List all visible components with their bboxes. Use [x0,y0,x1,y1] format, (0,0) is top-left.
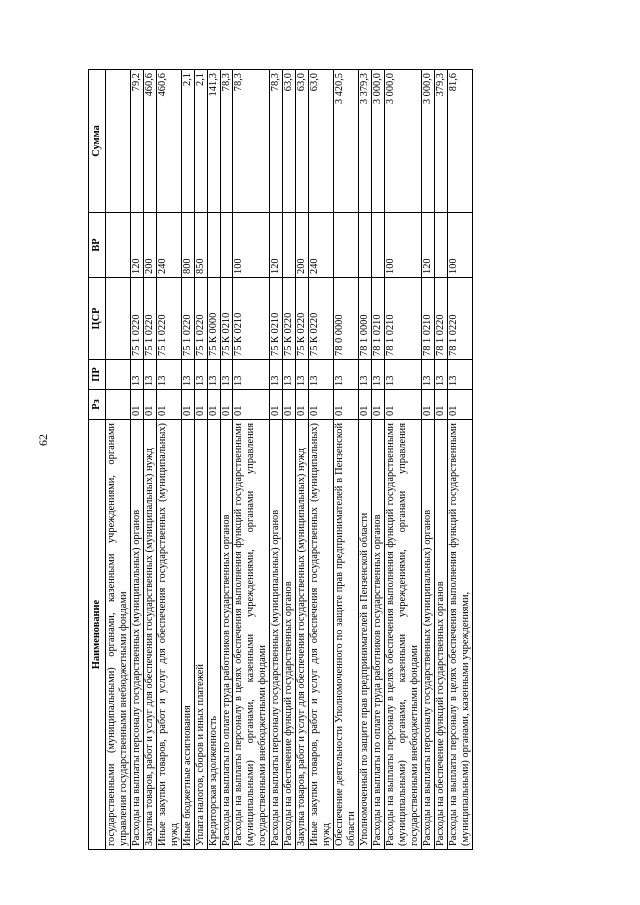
cell-csr: 75 1 0220 [143,278,156,360]
cell-vr: 120 [130,213,143,278]
cell-rz: 01 [334,390,359,420]
cell-rz: 01 [220,390,233,420]
cell-rz: 01 [233,390,270,420]
rotated-page-content [88,70,568,850]
table-row [207,70,220,850]
table-row [233,70,270,850]
cell-pr [105,360,130,390]
header-rz: Рз [89,390,106,420]
cell-pr: 13 [220,360,233,390]
cell-csr: 75 К 0210 [233,278,270,360]
header-sum: Сумма [89,70,106,213]
cell-csr [105,278,130,360]
cell-rz: 01 [384,390,421,420]
cell-vr: 200 [143,213,156,278]
cell-rz: 01 [296,390,309,420]
cell-sum: 78,3 [233,70,270,213]
cell-csr: 78 1 0210 [421,278,434,360]
cell-sum: 3 000,0 [384,70,421,213]
cell-csr: 75 К 0210 [270,278,283,360]
cell-sum: 141,3 [207,70,220,213]
cell-pr: 13 [334,360,359,390]
table-row [359,70,372,850]
table-row [296,70,309,850]
cell-rz: 01 [447,390,472,420]
cell-csr: 75 К 0000 [207,278,220,360]
cell-rz [105,390,130,420]
cell-csr: 78 1 0220 [447,278,472,360]
cell-pr: 13 [421,360,434,390]
cell-vr [105,213,130,278]
cell-vr: 200 [296,213,309,278]
table-row [371,70,384,850]
cell-pr: 13 [283,360,296,390]
cell-sum: 2,1 [181,70,194,213]
cell-sum: 63,0 [296,70,309,213]
cell-sum: 3 000,0 [371,70,384,213]
cell-sum [105,70,130,213]
header-pr: ПР [89,360,106,390]
cell-rz: 01 [371,390,384,420]
cell-name: Расходы на обеспечение функций государственных органов [283,420,296,850]
table-row [309,70,334,850]
cell-name: Уплата налогов, сборов и иных платежей [194,420,207,850]
cell-name: Расходы на выплаты персоналу в целях обеспечения выполнения функций государственными (муниципальными) органами, казенными учреждениями, органами управления государственными внебюджетными фондами [233,420,270,850]
cell-sum: 379,3 [434,70,447,213]
cell-vr [207,213,220,278]
cell-vr: 120 [270,213,283,278]
cell-csr: 78 1 0220 [434,278,447,360]
cell-rz: 01 [434,390,447,420]
table-row [434,70,447,850]
cell-name: Расходы на выплаты персоналу государственных (муниципальных) органов [270,420,283,850]
cell-pr: 13 [233,360,270,390]
cell-csr: 75 К 0210 [220,278,233,360]
table-row [283,70,296,850]
cell-csr: 75 1 0220 [194,278,207,360]
cell-pr: 13 [296,360,309,390]
cell-name: Расходы на выплаты персоналу в целях обеспечения выполнения функций государственными (муниципальными) органами, казенными учреждениями, [447,420,472,850]
cell-csr: 78 1 0000 [359,278,372,360]
cell-sum: 460,6 [156,70,181,213]
cell-sum: 79,2 [130,70,143,213]
cell-rz: 01 [421,390,434,420]
cell-rz: 01 [207,390,220,420]
table-row [156,70,181,850]
header-name: Наименование [89,420,106,850]
table-row [334,70,359,850]
cell-pr: 13 [194,360,207,390]
cell-pr: 13 [359,360,372,390]
cell-sum: 78,3 [220,70,233,213]
cell-sum: 63,0 [309,70,334,213]
cell-vr [283,213,296,278]
cell-name: Иные закупки товаров, работ и услуг для обеспечения государственных (муниципальных) нужд [309,420,334,850]
cell-pr: 13 [309,360,334,390]
cell-rz: 01 [283,390,296,420]
table-row [220,70,233,850]
cell-name: Расходы на обеспечение функций государственных органов [434,420,447,850]
cell-csr: 78 1 0210 [384,278,421,360]
cell-pr: 13 [434,360,447,390]
cell-csr: 78 1 0210 [371,278,384,360]
cell-csr: 75 К 0220 [283,278,296,360]
cell-name: Расходы на выплаты персоналу государственных (муниципальных) органов [421,420,434,850]
cell-sum: 460,6 [143,70,156,213]
cell-name: Расходы на выплаты по оплате труда работников государственных органов [371,420,384,850]
cell-csr: 75 К 0220 [309,278,334,360]
cell-rz: 01 [194,390,207,420]
cell-sum: 78,3 [270,70,283,213]
cell-pr: 13 [447,360,472,390]
cell-vr [359,213,372,278]
cell-vr: 100 [384,213,421,278]
cell-name: Расходы на выплаты персоналу государственных (муниципальных) органов [130,420,143,850]
table-row [105,70,130,850]
cell-vr [220,213,233,278]
cell-rz: 01 [359,390,372,420]
cell-rz: 01 [156,390,181,420]
page-number: 62 [36,434,50,446]
cell-pr: 13 [270,360,283,390]
cell-rz: 01 [270,390,283,420]
table-row [181,70,194,850]
cell-name: Закупка товаров, работ и услуг для обеспечения государственных (муниципальных) нужд [143,420,156,850]
cell-vr [371,213,384,278]
cell-csr: 75 К 0220 [296,278,309,360]
table-header-row [89,70,106,850]
cell-rz: 01 [181,390,194,420]
cell-name: Кредиторская задолженность [207,420,220,850]
cell-rz: 01 [143,390,156,420]
cell-vr: 100 [447,213,472,278]
header-vr: ВР [89,213,106,278]
header-csr: ЦСР [89,278,106,360]
cell-csr: 75 1 0220 [156,278,181,360]
cell-sum: 63,0 [283,70,296,213]
cell-name: Иные закупки товаров, работ и услуг для обеспечения государственных (муниципальных) нужд [156,420,181,850]
cell-sum: 3 379,3 [359,70,372,213]
budget-table [88,69,473,850]
table-body [105,70,472,850]
table-row [421,70,434,850]
cell-name: Обеспечение деятельности Уполномоченного по защите прав предпринимателей в Пензенской области [334,420,359,850]
cell-name: Расходы на выплаты по оплате труда работников государственных органов [220,420,233,850]
cell-csr: 78 0 0000 [334,278,359,360]
cell-pr: 13 [181,360,194,390]
cell-pr: 13 [384,360,421,390]
cell-sum: 2,1 [194,70,207,213]
cell-name: Уполномоченный по защите прав предпринимателей в Пензенской области [359,420,372,850]
cell-name: Расходы на выплаты персоналу в целях обеспечения выполнения функций государственными (муниципальными) органами, казенными учреждениями, органами управления государственными внебюджетными фондами [384,420,421,850]
table-row [384,70,421,850]
cell-vr: 240 [156,213,181,278]
cell-vr: 240 [309,213,334,278]
cell-vr: 800 [181,213,194,278]
cell-name: Закупка товаров, работ и услуг для обеспечения государственных (муниципальных) нужд [296,420,309,850]
cell-pr: 13 [156,360,181,390]
cell-pr: 13 [207,360,220,390]
cell-sum: 3 000,0 [421,70,434,213]
cell-name: Иные бюджетные ассигнования [181,420,194,850]
table-row [130,70,143,850]
cell-vr [434,213,447,278]
cell-sum: 3 420,5 [334,70,359,213]
table-row [143,70,156,850]
cell-rz: 01 [309,390,334,420]
table-row [447,70,472,850]
cell-pr: 13 [371,360,384,390]
table-row [270,70,283,850]
cell-vr [334,213,359,278]
cell-pr: 13 [130,360,143,390]
cell-csr: 75 1 0220 [130,278,143,360]
cell-name: государственными (муниципальными) органами, казенными учреждениями, органами управления государственными внебюджетными фондами [105,420,130,850]
table-row [194,70,207,850]
cell-vr: 100 [233,213,270,278]
cell-pr: 13 [143,360,156,390]
cell-sum: 81,6 [447,70,472,213]
cell-vr: 120 [421,213,434,278]
cell-vr: 850 [194,213,207,278]
cell-csr: 75 1 0220 [181,278,194,360]
cell-rz: 01 [130,390,143,420]
